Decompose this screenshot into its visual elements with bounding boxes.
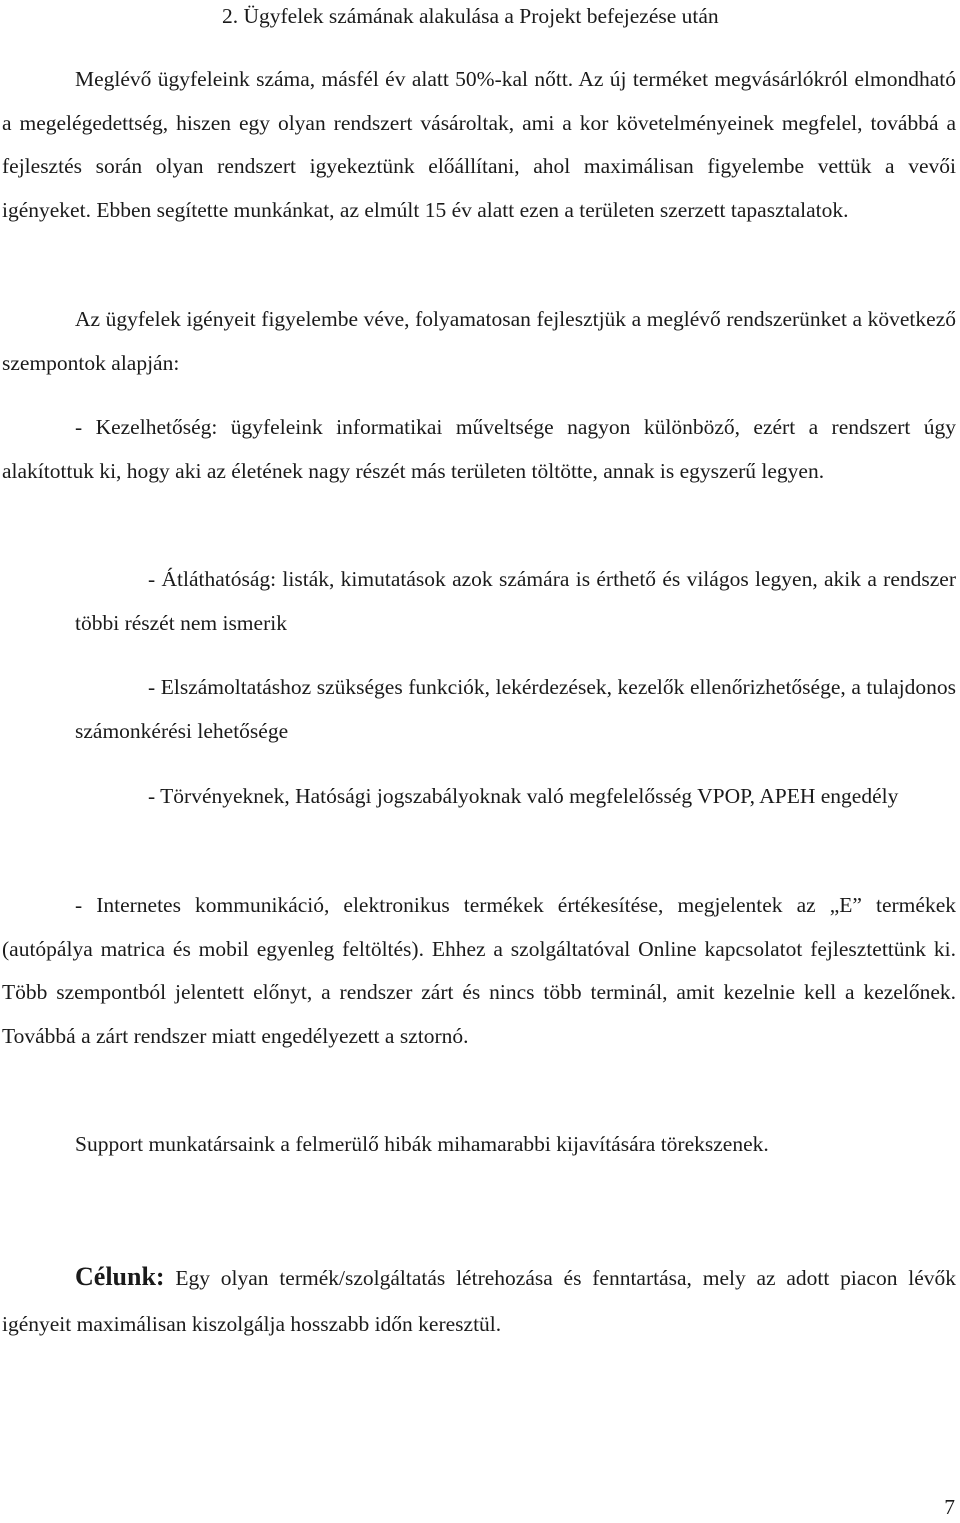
goal-text: Egy olyan termék/szolgáltatás létrehozása és fenntartása, mely az adott piacon lévők igényeit maximálisan kiszolgálja hosszabb időn keresztül. — [2, 1266, 956, 1336]
list-item-transparency — [75, 558, 956, 645]
section-heading: 2. Ügyfelek számának alakulása a Projekt befejezése után — [222, 4, 719, 28]
list-item-accountability-text: - Elszámoltatáshoz szükséges funkciók, lekérdezések, kezelők ellenőrizhetősége, a tulajdonos számonkérési lehetősége — [75, 675, 956, 743]
list-item-usability: - Kezelhetőség: ügyfeleink informatikai műveltsége nagyon különböző, ezért a rendszert úgy alakítottuk ki, hogy aki az életének nagy részét más területen töltötte, annak is egyszerű legyen. — [2, 415, 956, 483]
list-item-compliance-text: - Törvényeknek, Hatósági jogszabályoknak való megfelelősség VPOP, APEH engedély — [148, 784, 899, 808]
list-item-internet-communication: - Internetes kommunikáció, elektronikus termékek értékesítése, megjelentek az „E” termékek (autópálya matrica és mobil egyenleg feltöltés). Ehhez a szolgáltatóval Online kapcsolatot fejlesztettünk ki. Több szempontból jelentett előnyt, a rendszer zárt és nincs több terminál, amit kezelnie kell a kezelőnek. Továbbá a zárt rendszer miatt engedélyezett a sztornó. — [2, 893, 956, 1048]
goal-label: Célunk: — [75, 1262, 165, 1291]
list-item-compliance — [75, 775, 956, 819]
list-item-accountability — [75, 666, 956, 753]
paragraph-support: Support munkatársaink a felmerülő hibák mihamarabbi kijavítására törekszenek. — [75, 1132, 769, 1156]
paragraph-customer-growth: Meglévő ügyfeleink száma, másfél év alatt 50%-kal nőtt. Az új terméket megvásárlókról elmondható a megelégedettség, hiszen egy olyan rendszert vásároltak, ami a kor követelményeinek megfelel, továbbá a fejlesztés során olyan rendszert igyekeztünk előállítani, ahol maximálisan figyelembe vettük a vevői igényeket. Ebben segítette munkánkat, az elmúlt 15 év alatt ezen a területen szerzett tapasztalatok. — [2, 67, 956, 222]
paragraph-development-criteria: Az ügyfelek igényeit figyelembe véve, folyamatosan fejlesztjük a meglévő rendszerünket a következő szempontok alapján: — [2, 307, 956, 375]
page-number: 7 — [944, 1495, 955, 1519]
paragraph-goal — [2, 1254, 956, 1347]
list-item-transparency-text: - Átláthatóság: listák, kimutatások azok számára is érthető és világos legyen, akik a rendszer többi részét nem ismerik — [75, 567, 956, 635]
